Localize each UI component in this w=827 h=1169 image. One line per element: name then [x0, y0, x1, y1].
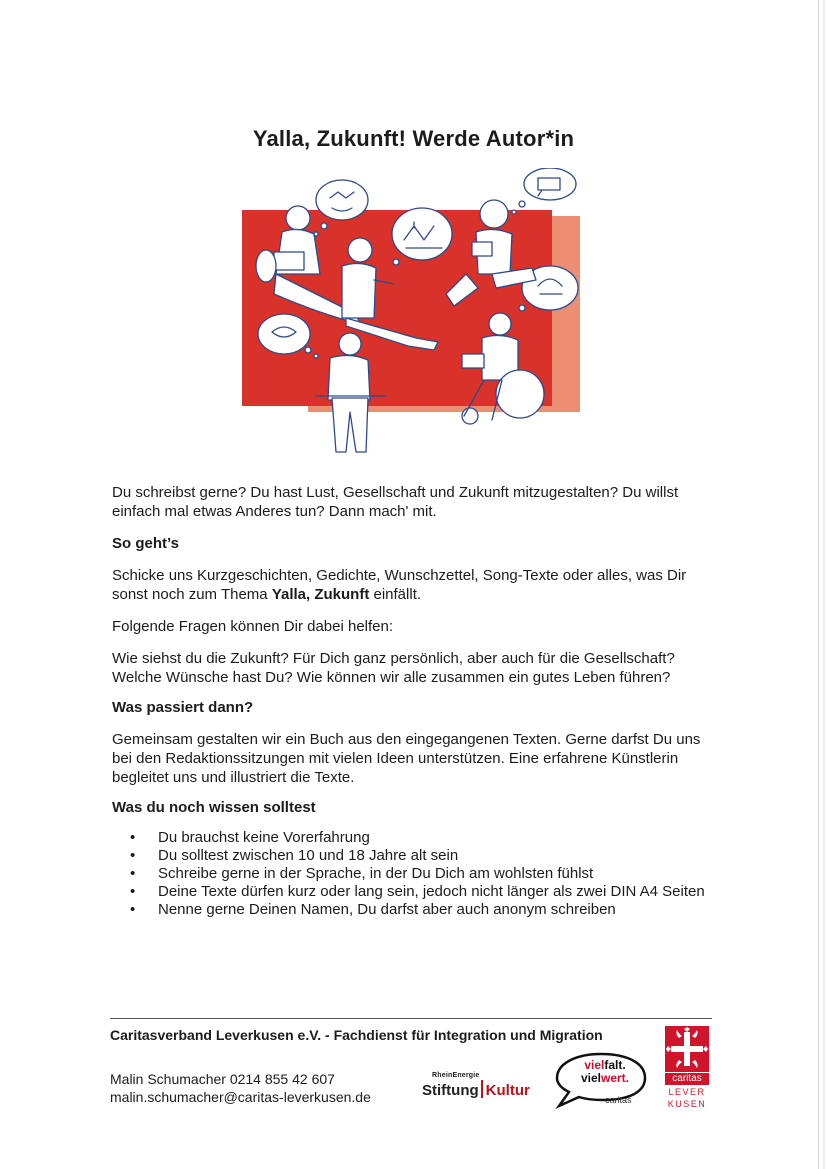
vielfalt-falt: falt.: [604, 1058, 626, 1072]
list-item: [128, 829, 724, 847]
section-heading-what-to-know: Was du noch wissen solltest: [112, 799, 316, 816]
list-item-text: Du brauchst keine Vorerfahrung: [158, 829, 370, 846]
requirements-list: [112, 829, 724, 919]
page-title: Yalla, Zukunft! Werde Autor*in: [252, 126, 575, 151]
bullet-icon: •: [130, 829, 136, 846]
bullet-icon: •: [130, 865, 136, 882]
contact-block: [110, 1070, 371, 1106]
submission-paragraph: [112, 566, 724, 604]
submission-text-start: Schicke uns Kurzgeschichten, Gedichte, Wunschzettel, Song-Texte oder alles, was Dir sonst noch zum Thema: [112, 567, 687, 603]
bullet-icon: •: [130, 883, 136, 900]
list-item-text: Nenne gerne Deinen Namen, Du darfst aber auch anonym schreiben: [158, 901, 616, 918]
list-item-text: Deine Texte dürfen kurz oder lang sein, jedoch nicht länger als zwei DIN A4 Seiten: [158, 883, 705, 900]
caritas-place-line-1: LEVER: [668, 1087, 706, 1097]
theme-name: Yalla, Zukunft: [271, 586, 370, 603]
vielfalt-logo-text: [572, 1059, 638, 1085]
caritas-cross-icon: [665, 1026, 709, 1072]
vielfalt-line-2: [572, 1072, 638, 1085]
list-item-text: Du solltest zwischen 10 und 18 Jahre alt sein: [158, 847, 459, 864]
contact-name-phone: Malin Schumacher 0214 855 42 607: [110, 1071, 335, 1087]
caritas-place-line-2: KUSEN: [667, 1099, 707, 1109]
main-content: [112, 483, 724, 919]
caritas-flame-cross-icon: [665, 1026, 709, 1072]
vielfalt-viel-1: viel: [584, 1058, 605, 1072]
contact-email-link[interactable]: malin.schumacher@caritas-leverkusen.de: [110, 1089, 371, 1105]
caritas-wordmark: caritas: [665, 1073, 709, 1085]
helper-paragraph: Folgende Fragen können Dir dabei helfen:: [112, 618, 394, 635]
stiftung-word: Stiftung: [422, 1082, 479, 1099]
thought-bubble-top-right: [512, 168, 576, 214]
list-item: [128, 901, 724, 919]
vielfalt-viel-2: viel: [580, 1071, 601, 1085]
caritas-logo: [665, 1026, 711, 1109]
intro-paragraph: Du schreibst gerne? Du hast Lust, Gesellschaft und Zukunft mitzugestalten? Du willst einfach mal etwas Anderes tun? Dann mach' mit.: [112, 484, 679, 520]
footer-divider: [110, 1018, 712, 1019]
page-edge-shadow: [823, 0, 825, 1169]
list-item: [128, 847, 724, 865]
vielfalt-wert: wert.: [601, 1071, 630, 1085]
vielfalt-caritas-label: caritas: [605, 1095, 632, 1105]
bullet-icon: •: [130, 901, 136, 918]
section-heading-what-happens: Was passiert dann?: [112, 699, 254, 716]
bullet-icon: •: [130, 847, 136, 864]
stiftung-wordmark: [422, 1080, 530, 1099]
kultur-word: Kultur: [485, 1082, 530, 1099]
footer-organization: Caritasverband Leverkusen e.V. - Fachdienst für Integration und Migration: [110, 1027, 603, 1043]
page-edge: [818, 0, 819, 1169]
stiftung-divider: [481, 1080, 483, 1098]
submission-text-end: einfällt.: [369, 586, 422, 603]
list-item: [128, 883, 724, 901]
stiftung-kultur-logo: [422, 1072, 530, 1099]
list-item: [128, 865, 724, 883]
illustration-young-writers: [236, 168, 596, 464]
book-paragraph: Gemeinsam gestalten wir ein Buch aus den eingegangenen Texten. Gerne darfst Du uns bei den Redaktionssitzungen mit vielen Ideen unterstützen. Eine erfahrene Künstlerin begleitet uns und illustriert die Texte.: [112, 731, 701, 786]
section-heading-how-it-works: So geht’s: [112, 535, 179, 552]
list-item-text: Schreibe gerne in der Sprache, in der Du Dich am wohlsten fühlst: [158, 865, 594, 882]
questions-paragraph: Wie siehst du die Zukunft? Für Dich ganz persönlich, aber auch für die Gesellschaft? Welche Wünsche hast Du? Wie können wir alle zusammen ein gutes Leben führen?: [112, 650, 675, 686]
stiftung-sponsor-name: RheinEnergie: [432, 1072, 480, 1079]
